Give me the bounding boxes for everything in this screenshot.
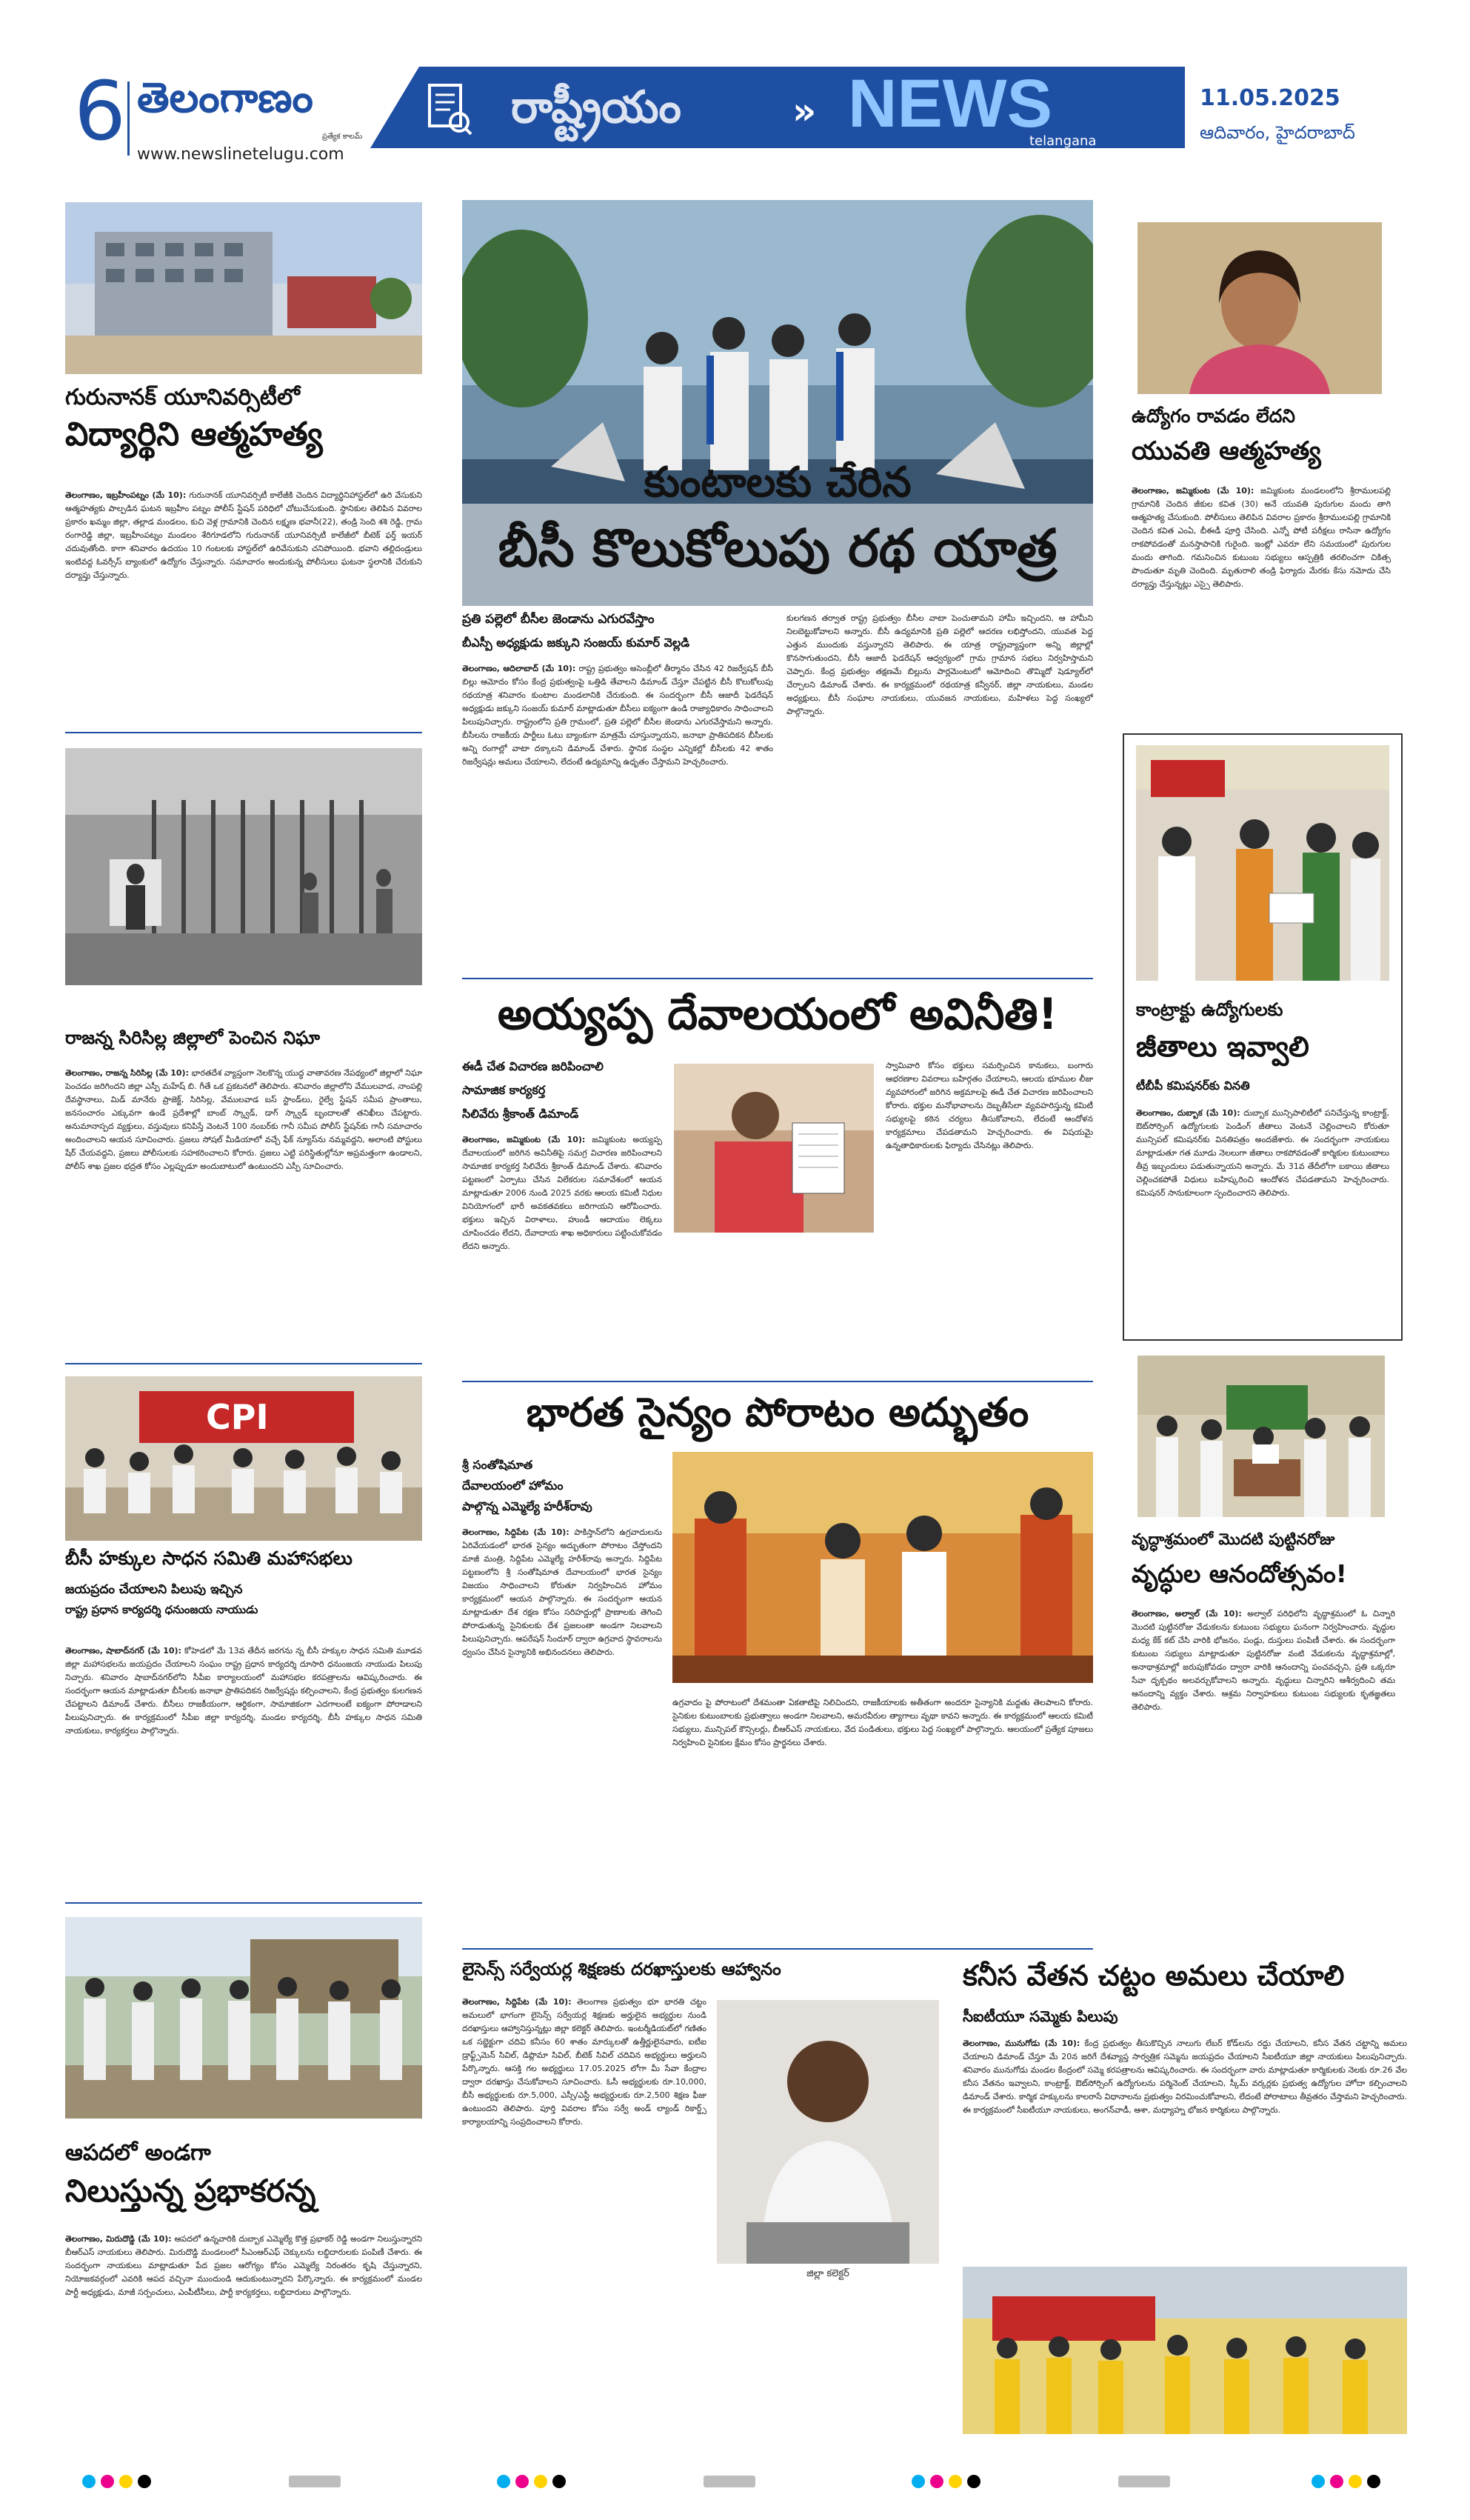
army-body-text-2: ఉగ్రవాదం పై పోరాటంలో దేశమంతా ఏకతాటిపై నిలిచిందని, రాజకీయాలకు అతీతంగా అందరూ సైన్యానికి మద్దతు తెలపాలని కోరారు. సైనికుల కుటుంబాలకు ప్రభుత్వాలు అండగా నిలవాలని, అమరవీరుల త్యాగాలు వృథా కావని అన్నారు. ఈ కార్యక్రమంలో ఆలయ కమిటీ సభ్యులు, మున్సిపల్ కౌన్సిలర్లు, బీఆర్ఎస్ నాయకులు, వేద పండితులు, భక్తులు పెద్ద సంఖ్యలో పాల్గొన్నారు. ఆలయంలో ప్రత్యేక పూజలు నిర్వహించి సైనికుల క్షేమం కోసం ప్రార్థనలు చేశారు. bbox=[672, 1698, 1093, 1747]
brand-tagline: ప్రత్యేక కాలమ్ bbox=[322, 133, 363, 141]
a3-sub1: జయప్రదం చేయాలని పిలుపు ఇచ్చిన bbox=[65, 1582, 243, 1597]
website-link[interactable]: www.newslinetelugu.com bbox=[137, 145, 344, 164]
a3-sub2: రాష్ట్ర ప్రధాన కార్యదర్శి ధనుంజయ నాయుడు bbox=[65, 1603, 258, 1616]
a4-dateline: తెలంగాణం, మిరుదొడ్డి (మే 10): bbox=[65, 2234, 172, 2244]
wage-sub: సీఐటీయూ సమ్మెకు పిలుపు bbox=[963, 2007, 1118, 2025]
wage-dateline: తెలంగాణం, మునుగోడు (మే 10): bbox=[963, 2039, 1080, 2048]
chevron-right-icon: » bbox=[792, 90, 817, 133]
news-sub: telangana bbox=[1029, 133, 1097, 149]
lead-body-text-1: రాష్ట్ర ప్రభుత్వం అసెంబ్లీలో తీర్మానం చేసిన 42 రిజర్వేషన్ బీసీ బిల్లు ఆమోదం కోసం కేంద్ర ప్రభుత్వంపై ఒత్తిడి తేవాలని డిమాండ్ చేస్తూ చేపట్టిన బీసీ కొలుకోలుపు రథయాత్ర శనివారం కుంటాల మండలానికి చేరుకుంది. ఈ సందర్భంగా బీసీ ఆజాదీ ఫెడరేషన్ అధ్యక్షుడు జక్కుని సంజయ్ కుమార్ మాట్లాడుతూ బీసీలు ఐక్యంగా ఉండి రాజ్యాధికారం సాధించాలని పిలుపునిచ్చారు. రాష్ట్రంలోని ప్రతి గ్రామంలో, ప్రతి పల్లెలో బీసీల జెండాను ఎగురవేస్తామని అన్నారు. బీసీలను రాజకీయ పార్టీలు ఓటు బ్యాంకుగా మాత్రమే చూస్తున్నాయని, జనాభా ప్రాతిపదికన బీసీలకు అన్ని రంగాల్లో వాటా దక్కాలని డిమాండ్ చేశారు. స్థానిక సంస్థల ఎన్నికల్లో బీసీలకు 42 శాతం రిజర్వేషన్లు అమలు చేయాలని, లేదంటే ఉద్యమాన్ని ఉధృతం చేస్తామని హెచ్చరించారు. bbox=[462, 664, 773, 767]
r1-dateline: తెలంగాణం, జమ్మికుంట (మే 10): bbox=[1132, 486, 1254, 496]
temple-body-col1 bbox=[462, 1133, 662, 1364]
survey-caption: జిల్లా కలెక్టర్ bbox=[806, 2268, 849, 2279]
survey-dateline: తెలంగాణం, సిద్దిపేట (మే 10): bbox=[462, 1997, 572, 2007]
temple-body-col3 bbox=[886, 1059, 1093, 1364]
a1-dateline: తెలంగాణం, ఇబ్రహీంపట్నం (మే 10): bbox=[65, 490, 187, 500]
a4-title-line2: నిలుస్తున్న ప్రభాకరన్న bbox=[65, 2173, 316, 2209]
army-sub2: దేవాలయంలో హోమం bbox=[462, 1479, 564, 1493]
lead-body-text-2: కులగణన తర్వాత రాష్ట్ర ప్రభుత్వం బీసీల వాటా పెంచుతామని హామీ ఇచ్చిందని, ఆ హామీని నిలబెట్టుకోవాలని అన్నారు. బీసీ ఉద్యమానికి ప్రతి పల్లెలో ఆదరణ లభిస్తోందని, యువత పెద్ద ఎత్తున ముందుకు వస్తున్నారని తెలిపారు. ఈ యాత్ర రాష్ట్రవ్యాప్తంగా అన్ని జిల్లాల్లో కొనసాగుతుందని, బీసీ ఆజాదీ ఫెడరేషన్ ఆధ్వర్యంలో గ్రామ గ్రామాన సభలు నిర్వహిస్తామని చెప్పారు. కేంద్ర ప్రభుత్వం తక్షణమే బిల్లును పార్లమెంటులో ఆమోదించి తొమ్మిదో షెడ్యూల్‌లో చేర్చాలని డిమాండ్ చేశారు. ఈ కార్యక్రమంలో రథయాత్ర కన్వీనర్, జిల్లా నాయకులు, మండల అధ్యక్షులు, బీసీ సంఘాల నాయకులు, యువజన నాయకులు, మహిళలు పెద్ద సంఖ్యలో పాల్గొన్నారు. bbox=[786, 613, 1093, 716]
lead-title-line1: కుంటాలకు చేరిన bbox=[644, 459, 912, 507]
a1-body-text: గురునానక్ యూనివర్సిటీ కాలేజీకి చెందిన విద్యార్థినిహాస్టల్‌లో ఉరి వేసుకుని ఆత్మహత్యకు పాల్పడిన ఘటన ఇబ్రహీం పట్నం పోలీస్ స్టేషన్ పరిధిలో చోటుచేసుకుంది. స్థానికుల తెలిపిన వివరాల ప్రకారం ఖమ్మం జిల్లా, తల్లాడ మండలం, కుచి వెళ్ల గ్రామానికి చెందిన లక్ష్మణ భవానీ(22), తండ్రి సెంది శశి రెడ్డి, గ్రామ రంగారెడ్డి జిల్లా, ఇబ్రహీంపట్నం మండలం శేరిగూడలోని గురునానక్ యూనివర్సిటీ కాలేజీలో బీటెక్ ఫర్త్ ఇయర్ చదువుతోంది. కాగా శనివారం ఉదయం 10 గంటలకు హాస్టల్‌లో ఉరివేసుకుని చనిపోయింది. భవాని తల్లిదండ్రులు ఇంటివద్ద ఓవర్సీస్ బ్యాంకులో ఉద్యోగం చేస్తున్నారు. సమాచారం అందుకున్న పోలీసులు ఘటనా స్థలానికి చేరుకుని దర్యాప్తు చేస్తున్నారు. bbox=[65, 490, 422, 580]
army-title: భారత సైన్యం పోరాటం అద్భుతం bbox=[526, 1389, 1029, 1436]
temple-sub1: ఈడీ చేత విచారణ జరిపించాలి bbox=[462, 1059, 604, 1073]
university-photo bbox=[65, 202, 422, 374]
footer-registration-marks bbox=[0, 2467, 1470, 2496]
temple-dateline: తెలంగాణం, జమ్మికుంట (మే 10): bbox=[462, 1135, 586, 1144]
page-number: 6 bbox=[74, 64, 126, 159]
temple-title: అయ్యప్ప దేవాలయంలో అవినీతి! bbox=[497, 989, 1058, 1039]
lead-sub1: ప్రతి పల్లెలో బీసీల జెండాను ఎగురవేస్తాం bbox=[462, 612, 655, 627]
survey-title: లైసెన్స్ సర్వేయర్ల శిక్షణకు దరఖాస్తులకు ఆహ్వానం bbox=[462, 1960, 781, 1979]
lead-title-line2: బీసీ కొలుకోలుపు రథ యాత్ర bbox=[498, 518, 1058, 579]
a2-dateline: తెలంగాణం, రాజన్న సిరిసిల్ల (మే 10): bbox=[65, 1068, 189, 1078]
survey-body bbox=[462, 1996, 706, 2447]
r2-sub: టీబీపీ కమిషనర్‌కు వినతి bbox=[1136, 1079, 1250, 1093]
day-place-label: ఆదివారం, హైదరాబాద్ bbox=[1200, 122, 1355, 143]
a2-title: రాజన్న సిరిసిల్ల జిల్లాలో పెంచిన నిఘా bbox=[65, 1027, 321, 1048]
lead-dateline: తెలంగాణం, ఆదిలాబాద్ (మే 10): bbox=[462, 664, 576, 673]
a3-title: బీసీ హక్కుల సాధన సమితి మహాసభలు bbox=[65, 1547, 353, 1569]
petition-photo bbox=[1136, 745, 1389, 981]
divider bbox=[462, 978, 1093, 979]
a4-title-line1: ఆపదలో అండగా bbox=[65, 2140, 211, 2166]
divider bbox=[65, 1363, 422, 1364]
bc-meeting-photo bbox=[65, 1376, 422, 1541]
temple-sub3: సిలివేరు శ్రీకాంత్ డిమాండ్ bbox=[462, 1107, 579, 1121]
a1-title-line1: గురునానక్ యూనివర్సిటీలో bbox=[65, 384, 300, 410]
lead-body-col1 bbox=[462, 662, 773, 964]
a1-body bbox=[65, 489, 422, 695]
r1-title-line2: యువతి ఆత్మహత్య bbox=[1132, 436, 1321, 466]
wage-title: కనీస వేతన చట్టం అమలు చేయాలి bbox=[963, 1959, 1345, 1992]
divider bbox=[462, 1381, 1093, 1382]
survey-body-text: తెలంగాణ ప్రభుత్వం భూ భారతి చట్టం అమలులో భాగంగా లైసెన్స్ సర్వేయర్ల శిక్షణకు అర్హులైన అభ్యర్థుల నుండి దరఖాస్తులు ఆహ్వానిస్తున్నట్లు జిల్లా కలెక్టర్ తెలిపారు. ఇంటర్మీడియట్‌లో గణితం ఒక సబ్జెక్టుగా చదివి కనీసం 60 శాతం మార్కులతో ఉత్తీర్ణులైనవారు, ఐటీఐ డ్రాఫ్ట్స్‌మెన్ సివిల్, డిప్లొమా సివిల్, బీటెక్ సివిల్ చదివిన అభ్యర్థులు అర్హులని పేర్కొన్నారు. ఆసక్తి గల అభ్యర్థులు 17.05.2025 లోగా మీ సేవా కేంద్రాల ద్వారా దరఖాస్తు చేసుకోవాలని సూచించారు. ఓసీ అభ్యర్థులకు రూ.10,000, బీసీ అభ్యర్థులకు రూ.5,000, ఎస్సీ/ఎస్టీ అభ్యర్థులకు రూ.2,500 శిక్షణ ఫీజు ఉంటుందని తెలిపారు. పూర్తి వివరాల కోసం సర్వే అండ్ ల్యాండ్ రికార్డ్స్ కార్యాలయాన్ని సంప్రదించాలని కోరారు. bbox=[462, 1997, 706, 2127]
r3-body bbox=[1132, 1607, 1395, 1926]
r2-dateline: తెలంగాణం, దుబ్బాక (మే 10): bbox=[1136, 1108, 1240, 1118]
news-label: NEWS bbox=[848, 66, 1052, 141]
a3-dateline: తెలంగాణం, షాబాద్‌నగర్ (మే 10): bbox=[65, 1646, 181, 1656]
r2-title-line1: కాంట్రాక్టు ఉద్యోగులకు bbox=[1136, 999, 1283, 1020]
wage-body-text: కేంద్ర ప్రభుత్వం తీసుకొచ్చిన నాలుగు లేబర్ కోడ్‌లను రద్దు చేయాలని, కనీస వేతన చట్టాన్ని అమలు చేయాలని డిమాండ్ చేస్తూ మే 20న జరిగే దేశవ్యాప్త సార్వత్రిక సమ్మెను జయప్రదం చేయాలని సీఐటీయూ జిల్లా నాయకులు పిలుపునిచ్చారు. శనివారం మునుగోడు మండల కేంద్రంలో సమ్మె కరపత్రాలను ఆవిష్కరించారు. ఈ సందర్భంగా వారు మాట్లాడుతూ కార్మికులకు నెలకు రూ.26 వేల కనీస వేతనం ఇవ్వాలని, కాంట్రాక్ట్, ఔట్‌సోర్సింగ్ ఉద్యోగులను పర్మినెంట్ చేయాలని, స్కీమ్ వర్కర్లకు ప్రభుత్వ ఉద్యోగుల హోదా కల్పించాలని డిమాండ్ చేశారు. కార్మిక హక్కులను కాలరాసే విధానాలను ప్రభుత్వం విరమించుకోవాలని, లేదంటే పోరాటాలు తీవ్రతరం చేస్తామని హెచ్చరించారు. ఈ కార్యక్రమంలో సీఐటీయూ నాయకులు, అంగన్‌వాడీ, ఆశా, మధ్యాహ్న భోజన కార్మికులు పాల్గొన్నారు. bbox=[963, 2039, 1407, 2115]
section-title: రాష్ట్రీయం bbox=[511, 81, 681, 133]
date-label: 11.05.2025 bbox=[1200, 85, 1340, 111]
masthead bbox=[59, 64, 1414, 174]
homam-ceremony-photo bbox=[672, 1452, 1093, 1683]
army-dateline: తెలంగాణం, సిద్దిపేట (మే 10): bbox=[462, 1527, 569, 1537]
activist-photo bbox=[674, 1064, 874, 1233]
divider bbox=[65, 732, 422, 733]
army-sub3: పాల్గొన్న ఎమ్మెల్యే హరీశ్‌రావు bbox=[462, 1499, 592, 1513]
page-number-divider bbox=[127, 81, 130, 156]
army-sub1: శ్రీ సంతోషిమాత bbox=[462, 1458, 533, 1472]
a1-title-line2: విద్యార్థిని ఆత్మహత్య bbox=[65, 416, 323, 453]
divider bbox=[462, 1948, 1093, 1950]
army-body-col2 bbox=[672, 1696, 1093, 1933]
temple-sub2: సామాజిక కార్యకర్త bbox=[462, 1083, 546, 1097]
divider bbox=[65, 1902, 422, 1904]
r2-body bbox=[1136, 1107, 1389, 1329]
lead-body-col2 bbox=[786, 612, 1093, 964]
lead-sub2: బీఎస్పీ అధ్యక్షుడు జక్కుని సంజయ్ కుమార్ వెల్లడి bbox=[462, 636, 690, 650]
a4-body-text: ఆపదలో ఉన్నవారికి దుబ్బాక ఎమ్మెల్యే కొత్త ప్రభాకర్ రెడ్డి అండగా నిలుస్తున్నారని బీఆర్ఎస్ నాయకులు తెలిపారు. మిరుదొడ్డి మండలంలో సీఎంఆర్‌ఎఫ్ చెక్కులను లబ్ధిదారులకు పంపిణీ చేశారు. ఈ సందర్భంగా నాయకులు మాట్లాడుతూ పేద ప్రజల ఆరోగ్యం కోసం ఎమ్మెల్యే నిరంతరం కృషి చేస్తున్నారని, నియోజకవర్గంలో ఎవరికి ఆపద వచ్చినా ముందుండి ఆదుకుంటున్నారని పేర్కొన్నారు. ఈ కార్యక్రమంలో మండల పార్టీ అధ్యక్షుడు, మాజీ సర్పంచులు, ఎంపీటీసీలు, పార్టీ కార్యకర్తలు, లబ్ధిదారులు పాల్గొన్నారు. bbox=[65, 2234, 422, 2297]
r2-title-line2: జీతాలు ఇవ్వాలి bbox=[1136, 1030, 1309, 1063]
collector-photo bbox=[717, 2000, 939, 2264]
young-woman-photo bbox=[1137, 222, 1382, 394]
wage-body bbox=[963, 2037, 1407, 2250]
r3-dateline: తెలంగాణం, అల్వాల్ (మే 10): bbox=[1132, 1609, 1242, 1619]
group-village-photo bbox=[65, 1917, 422, 2119]
a3-body bbox=[65, 1644, 422, 1887]
brand-logo: తెలంగాణం bbox=[137, 74, 313, 122]
a2-body-text: భారతదేశ వ్యాప్తంగా నెలకొన్న యుద్ధ వాతావరణ నేపథ్యంలో జిల్లాలో నిఘా పెంచడం జరిగిందని జిల్లా ఎస్పీ మహేష్ బి. గీతే ఒక ప్రకటనలో తెలిపారు. శనివారం జిల్లాలోని వేములవాడ, నాంపల్లి దేవస్థానాలు, మిడ్ మానేరు ప్రాజెక్ట్, సిరిసిల్ల, వేములవాడ బస్ స్టాండ్‌లు, రైల్వే స్టేషన్ సమీప ప్రాంతాలు, జనసంచారం ఎక్కువగా ఉండే ప్రదేశాల్లో బాంబ్ స్క్వాడ్, డాగ్ స్క్వాడ్ బృందాలతో తనిఖీలు చేపట్టారు. అనుమానాస్పద వ్యక్తులు, వస్తువులు కనిపిస్తే వెంటనే 100 నంబర్‌కు గానీ సమీప పోలీస్ స్టేషన్‌కు గానీ సమాచారం అందించాలని ఆయన సూచించారు. ప్రజలు సోషల్ మీడియాలో వచ్చే ఫేక్ న్యూస్‌ను నమ్మవద్దని, అలాంటి పోస్టులు షేర్ చేయవద్దని, ప్రజలు పోలీసులకు సహకరించాలని కోరారు. ప్రజలు ఎట్టి పరిస్థితుల్లోనూ అప్రమత్తంగా ఉండాలని, పోలీస్ శాఖ ప్రజల భద్రత కోసం ఎల్లప్పుడూ అందుబాటులో ఉంటుందని ఎస్పీ సూచించారు. bbox=[65, 1068, 422, 1171]
r3-title-line2: వృద్ధుల ఆనందోత్సవం! bbox=[1132, 1559, 1347, 1588]
a3-body-text: కోహెడలో మే 13వ తేదీన జరగను న్న బీసీ హక్కుల సాధన సమితి మూడవ జిల్లా మహాసభలను జయప్రదం చేయాలని సంఘం రాష్ట్ర ప్రధాన కార్యదర్శి దూసారి ధనుంజయ నాయుడు పిలుపు నిచ్చారు. శనివారం షాబాద్‌నగర్‌లోని సీపీఐ కార్యాలయంలో మహాసభల కరపత్రాలను ఆవిష్కరించారు. ఈ సందర్భంగా ఆయన మాట్లాడుతూ బీసీలకు జనాభా ప్రాతిపదికన రిజర్వేషన్లు కల్పించాలని, కేంద్ర ప్రభుత్వం కులగణన చేపట్టాలని డిమాండ్ చేశారు. బీసీలు రాజకీయంగా, ఆర్థికంగా, సామాజికంగా ఎదగాలంటే ఐక్యంగా పోరాడాలని పిలుపునిచ్చారు. ఈ కార్యక్రమంలో సీపీఐ జిల్లా కార్యదర్శి, మండల కార్యదర్శి, బీసీ హక్కుల సాధన సమితి నాయకులు, కార్యకర్తలు పాల్గొన్నారు. bbox=[65, 1646, 422, 1736]
army-body-col1 bbox=[462, 1526, 662, 1933]
r1-title-line1: ఉద్యోగం రావడం లేదని bbox=[1132, 405, 1295, 427]
army-body-text-1: పాకిస్తాన్‌లోని ఉగ్రవాదులను ఏరివేయడంలో భారత సైన్యం అద్భుతంగా పోరాటం చేస్తోందని మాజీ మంత్రి, సిద్దిపేట ఎమ్మెల్యే హరీశ్‌రావు అన్నారు. సిద్దిపేట పట్టణంలోని శ్రీ సంతోషిమాత దేవాలయంలో భారత సైన్యం విజయం సాధించాలని కోరుతూ నిర్వహించిన హోమం కార్యక్రమంలో ఆయన పాల్గొన్నారు. ఈ సందర్భంగా ఆయన మాట్లాడుతూ దేశ రక్షణ కోసం సరిహద్దుల్లో ప్రాణాలకు తెగించి పోరాడుతున్న సైనికులకు దేశ ప్రజలంతా అండగా నిలవాలని పిలుపునిచ్చారు. ఆపరేషన్ సిందూర్ ద్వారా ఉగ్రవాద స్థావరాలను ధ్వంసం చేసిన సైన్యానికి అభినందనలు తెలిపారు. bbox=[462, 1527, 662, 1657]
citu-workers-photo bbox=[963, 2267, 1407, 2434]
r1-body-text: జమ్మికుంట మండలంలోని శ్రీరాములపల్లి గ్రామానికి చెందిన జీకుల కవిత (30) అనే యువతి పురుగుల మందు తాగి ఆత్మహత్య చేసుకుంది. పోలీసులు తెలిపిన వివరాల ప్రకారం శ్రీరాములపల్లి గ్రామానికి చెందిన కవిత ఎంఏ, బీఈడీ పూర్తి చేసింది. ఎన్నో పోటీ పరీక్షలు రాసినా ఉద్యోగం రాకపోవడంతో మనస్తాపానికి గురైంది. ఇంట్లో ఎవరూ లేని సమయంలో పురుగుల మందు తాగింది. గమనించిన కుటుంబ సభ్యులు ఆస్పత్రికి తరలించగా చికిత్స పొందుతూ మృతి చెందింది. మృతురాలి తండ్రి ఫిర్యాదు మేరకు కేసు నమోదు చేసి దర్యాప్తు చేస్తున్నట్లు ఎస్సై తెలిపారు. bbox=[1132, 486, 1391, 589]
old-age-home-photo bbox=[1137, 1356, 1385, 1517]
a2-body bbox=[65, 1067, 422, 1332]
r3-body-text: అల్వాల్ పరిధిలోని వృద్ధాశ్రమంలో ఓ చిన్నారి మొదటి పుట్టినరోజు వేడుకలను కుటుంబ సభ్యులు ఘనంగా నిర్వహించారు. వృద్ధుల మధ్య కేక్ కట్ చేసి వారికి భోజనం, పండ్లు, దుస్తులు పంపిణీ చేశారు. ఈ సందర్భంగా కుటుంబ సభ్యులు మాట్లాడుతూ పుట్టినరోజు వంటి వేడుకలను వృద్ధాశ్రమాల్లో, అనాథాశ్రమాల్లో జరుపుకోవడం ద్వారా వారికి ఆనందాన్ని పంచవచ్చని, ప్రతి ఒక్కరూ సేవా దృక్పథం అలవర్చుకోవాలని అన్నారు. వృద్ధులు చిన్నారిని ఆశీర్వదించి తమ ఆనందాన్ని వ్యక్తం చేశారు. ఆశ్రమ నిర్వాహకులు కుటుంబ సభ్యులకు కృతజ్ఞతలు తెలిపారు. bbox=[1132, 1609, 1395, 1712]
r2-body-text: దుబ్బాక మున్సిపాలిటీలో పనిచేస్తున్న కాంట్రాక్ట్, ఔట్‌సోర్సింగ్ ఉద్యోగులకు పెండింగ్ జీతాలు వెంటనే చెల్లించాలని కోరుతూ మున్సిపల్ కమిషనర్‌కు వినతిపత్రం అందజేశారు. ఈ సందర్భంగా నాయకులు మాట్లాడుతూ గత మూడు నెలలుగా జీతాలు రాకపోవడంతో కార్మికుల కుటుంబాలు తీవ్ర ఇబ్బందులు పడుతున్నాయని అన్నారు. మే 31వ తేదీలోగా బకాయి జీతాలు చెల్లించకపోతే విధులు బహిష్కరించి ఆందోళన చేపడతామని హెచ్చరించారు. కమిషనర్ సానుకూలంగా స్పందించారని తెలిపారు. bbox=[1136, 1108, 1389, 1198]
temple-body-text-2: స్వామివారి కోసం భక్తులు సమర్పించిన కానుకలు, బంగారు ఆభరణాల వివరాలు బహిర్గతం చేయాలని, ఆలయ భూముల లీజు వ్యవహారంలో జరిగిన అక్రమాలపై ఈడీ చేత విచారణ జరిపించాలని కోరారు. భక్తుల మనోభావాలను దెబ్బతీసేలా వ్యవహరిస్తున్న కమిటీ సభ్యులపై కఠిన చర్యలు తీసుకోవాలని, లేదంటే ఆందోళన కార్యక్రమాలు చేపడతామని హెచ్చరించారు. ఈ విషయమై ఉన్నతాధికారులకు ఫిర్యాదు చేసినట్లు తెలిపారు. bbox=[886, 1061, 1093, 1150]
a4-body bbox=[65, 2233, 422, 2437]
temple-body-text-1: జమ్మికుంట అయ్యప్ప దేవాలయంలో జరిగిన అవినీతిపై సమగ్ర విచారణ జరిపించాలని సామాజిక కార్యకర్త సిలివేరు శ్రీకాంత్ డిమాండ్ చేశారు. శనివారం పట్టణంలో ఏర్పాటు చేసిన విలేకరుల సమావేశంలో ఆయన మాట్లాడుతూ 2006 నుండి 2025 వరకు ఆలయ కమిటీ నిధుల వినియోగంలో భారీ అవకతవకలు జరిగాయని ఆరోపించారు. భక్తులు ఇచ్చిన విరాళాలు, హుండీ ఆదాయం లెక్కలు చూపించడం లేదని, దేవాదాయ శాఖ అధికారులు పట్టించుకోవడం లేదని అన్నారు. bbox=[462, 1135, 662, 1251]
police-checkpoint-photo bbox=[65, 748, 422, 985]
cpi-banner-text: CPI bbox=[206, 1397, 269, 1437]
r1-body bbox=[1132, 484, 1391, 726]
document-icon bbox=[422, 81, 474, 137]
r3-title-line1: వృద్ధాశ్రమంలో మొదటి పుట్టినరోజు bbox=[1132, 1530, 1335, 1548]
